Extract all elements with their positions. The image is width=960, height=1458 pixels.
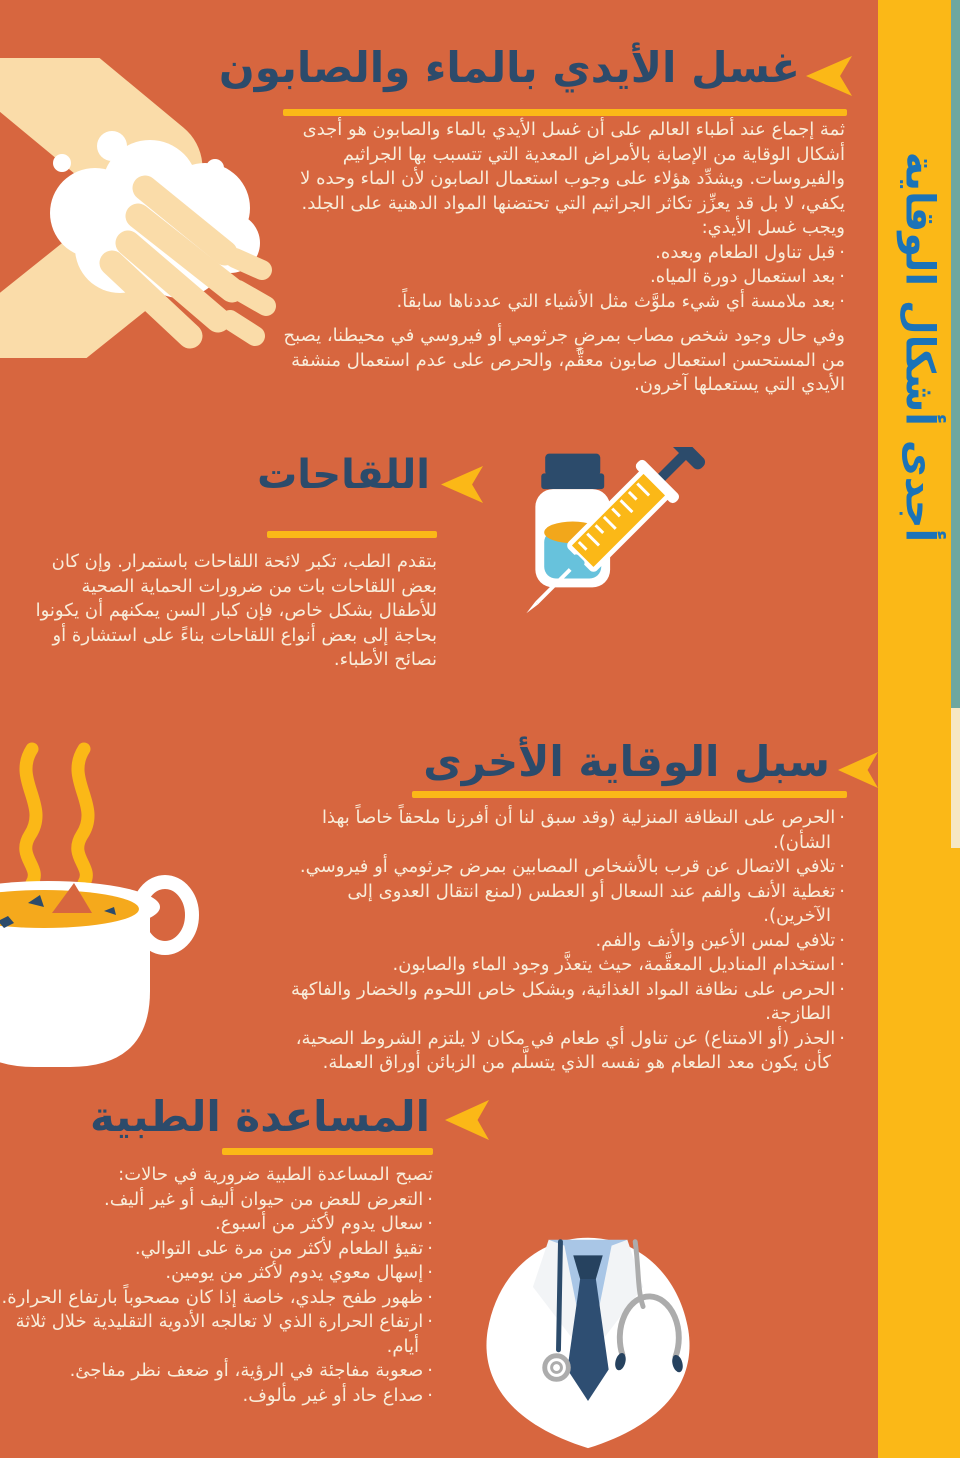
bullet-dot: ·: [427, 1360, 433, 1381]
list-item: ·بعد استعمال دورة المياه.: [283, 265, 845, 290]
list-item: ·قبل تناول الطعام وبعده.: [283, 241, 845, 266]
section-marker-arrow-icon: [445, 1100, 489, 1140]
list-item: ·الحرص على نظافة المواد الغذائية، وبشكل خاص اللحوم والخضار والفاكهة الطازجة.: [290, 978, 845, 1024]
title-underline: [412, 791, 847, 798]
list-item: ·سعال يدوم لأكثر من أسبوع.: [1, 1212, 433, 1237]
bullet-dot: ·: [427, 1188, 433, 1210]
handwash-list-lead: ويجب غسل الأيدي:: [701, 217, 845, 238]
list-item: ·بعد ملامسة أي شيء ملوَّث مثل الأشياء التي عددناها سابقاً.: [283, 290, 845, 315]
bullet-dot: ·: [839, 266, 845, 287]
page-edge-strip-cream: [951, 708, 960, 848]
list-item: ·صعوبة مفاجئة في الرؤية، أو ضعف نظر مفاجئ.: [1, 1359, 433, 1384]
bullet-dot: ·: [839, 978, 845, 1000]
title-underline: [283, 109, 847, 116]
list-item: ·تلافي لمس الأعين والأنف والفم.: [283, 929, 845, 954]
bullet-dot: ·: [427, 1384, 433, 1406]
section-marker-arrow-icon: [838, 752, 878, 788]
bullet-dot: ·: [427, 1213, 433, 1234]
section-title-medical-help: المساعدة الطبية: [89, 1092, 430, 1141]
handwash-intro-paragraph: ثمة إجماع عند أطباء العالم على أن غسل الأيدي بالماء والصابون هو أجدى أشكال الوقاية من الإصابة بالأمراض المعدية التي تتسبب بها الجراثيم والفيروسات. ويشدِّد هؤلاء على وجوب استعمال الصابون لأن الماء وحده لا يكفي، لا بل قد يعزِّز تكاثر الجراثيم التي تحتضنها المواد الدهنية على الجلد.: [300, 119, 845, 214]
sidebar-vertical-label: أجدى أشكال الوقاية: [896, 151, 943, 543]
list-item: ·تلافي الاتصال عن قرب بالأشخاص المصابين بمرض جرثومي أو فيروسي.: [283, 855, 845, 880]
bullet-dot: ·: [839, 807, 845, 828]
section-body-medical-help: [1, 1163, 433, 1408]
section-marker-arrow-icon: [441, 466, 483, 503]
steaming-pot-icon: [0, 735, 215, 1080]
bullet-dot: ·: [427, 1237, 433, 1259]
bullet-dot: ·: [839, 1027, 845, 1049]
vaccine-vial-and-syringe-icon: [498, 447, 734, 657]
medical-help-bullet-list: [1, 1188, 433, 1409]
title-underline: [267, 531, 437, 538]
other-prevention-bullet-list: [283, 806, 845, 1076]
bullet-dot: ·: [839, 241, 845, 263]
section-title-vaccines: اللقاحات: [257, 452, 430, 498]
bullet-dot: ·: [839, 929, 845, 951]
section-body-vaccines: [23, 550, 437, 673]
section-body-handwash: [283, 118, 845, 398]
list-item: ·إسهال معوي يدوم لأكثر من يومين.: [1, 1261, 433, 1286]
bullet-dot: ·: [427, 1286, 433, 1308]
page-edge-strip-teal: [951, 0, 960, 708]
handwash-bullet-list: [283, 241, 845, 315]
list-item: ·تقيؤ الطعام لأكثر من مرة على التوالي.: [1, 1237, 433, 1262]
section-title-handwash: غسل الأيدي بالماء والصابون: [218, 43, 800, 92]
handwashing-hands-icon: [0, 58, 290, 358]
doctor-coat-icon: [470, 1222, 706, 1458]
bullet-dot: ·: [427, 1262, 433, 1283]
vaccines-paragraph: بتقدم الطب، تكبر لائحة اللقاحات باستمرار. وإن كان بعض اللقاحات بات من ضرورات الحماية الصحية للأطفال بشكل خاص، فإن كبار السن يمكنهم أن يكونوا بحاجة إلى بعض أنواع اللقاحات بناءً على استشارة أو نصائح الأطباء.: [35, 551, 437, 670]
section-marker-arrow-icon: [806, 56, 852, 96]
steam-lines: [26, 749, 88, 883]
list-item: ·ظهور طفح جلدي، خاصة إذا كان مصحوباً بارتفاع الحرارة.: [1, 1286, 433, 1311]
bullet-dot: ·: [839, 954, 845, 975]
section-body-other-prevention: [283, 806, 845, 1076]
stethoscope-chest-piece: [545, 1356, 569, 1380]
section-title-other-prevention: سبل الوقاية الأخرى: [423, 737, 830, 786]
list-item: ·استخدام المناديل المعقَّمة، حيث يتعذَّر وجود الماء والصابون.: [283, 953, 845, 978]
list-item: ·التعرض للعض من حيوان أليف أو غير أليف.: [1, 1188, 433, 1213]
bullet-dot: ·: [839, 856, 845, 877]
bullet-dot: ·: [839, 290, 845, 312]
handwash-outro-paragraph: وفي حال وجود شخص مصاب بمرضٍ جرثومي أو فيروسي في محيطنا، يصبح من المستحسن استعمال صابون معقَّم، والحرص على عدم استعمال منشفة الأيدي التي يستعملها آخرون.: [283, 325, 845, 395]
bullet-dot: ·: [839, 880, 845, 902]
title-underline: [222, 1148, 433, 1155]
sidebar: [878, 0, 960, 1458]
medical-help-lead: تصبح المساعدة الطبية ضرورية في حالات:: [118, 1164, 433, 1185]
list-item: ·صداع حاد أو غير مألوف.: [1, 1384, 433, 1409]
list-item: ·الحذر (أو الامتناع) عن تناول أي طعام في مكان لا يلتزم الشروط الصحية، كأن يكون معد الطعام هو نفسه الذي يتسلَّم من الزبائن أوراق العملة.: [295, 1027, 845, 1073]
bullet-dot: ·: [427, 1311, 433, 1332]
list-item: ·تغطية الأنف والفم عند السعال أو العطس (لمنع انتقال العدوى إلى الآخرين).: [347, 880, 845, 926]
pot-body: [0, 910, 150, 1067]
list-item: ·ارتفاع الحرارة الذي لا تعالجه الأدوية التقليدية خلال ثلاثة أيام.: [15, 1311, 433, 1357]
list-item: ·الحرص على النظافة المنزلية (وقد سبق لنا أن أفرزنا ملحقاً خاصاً بهذا الشأن).: [322, 807, 845, 853]
